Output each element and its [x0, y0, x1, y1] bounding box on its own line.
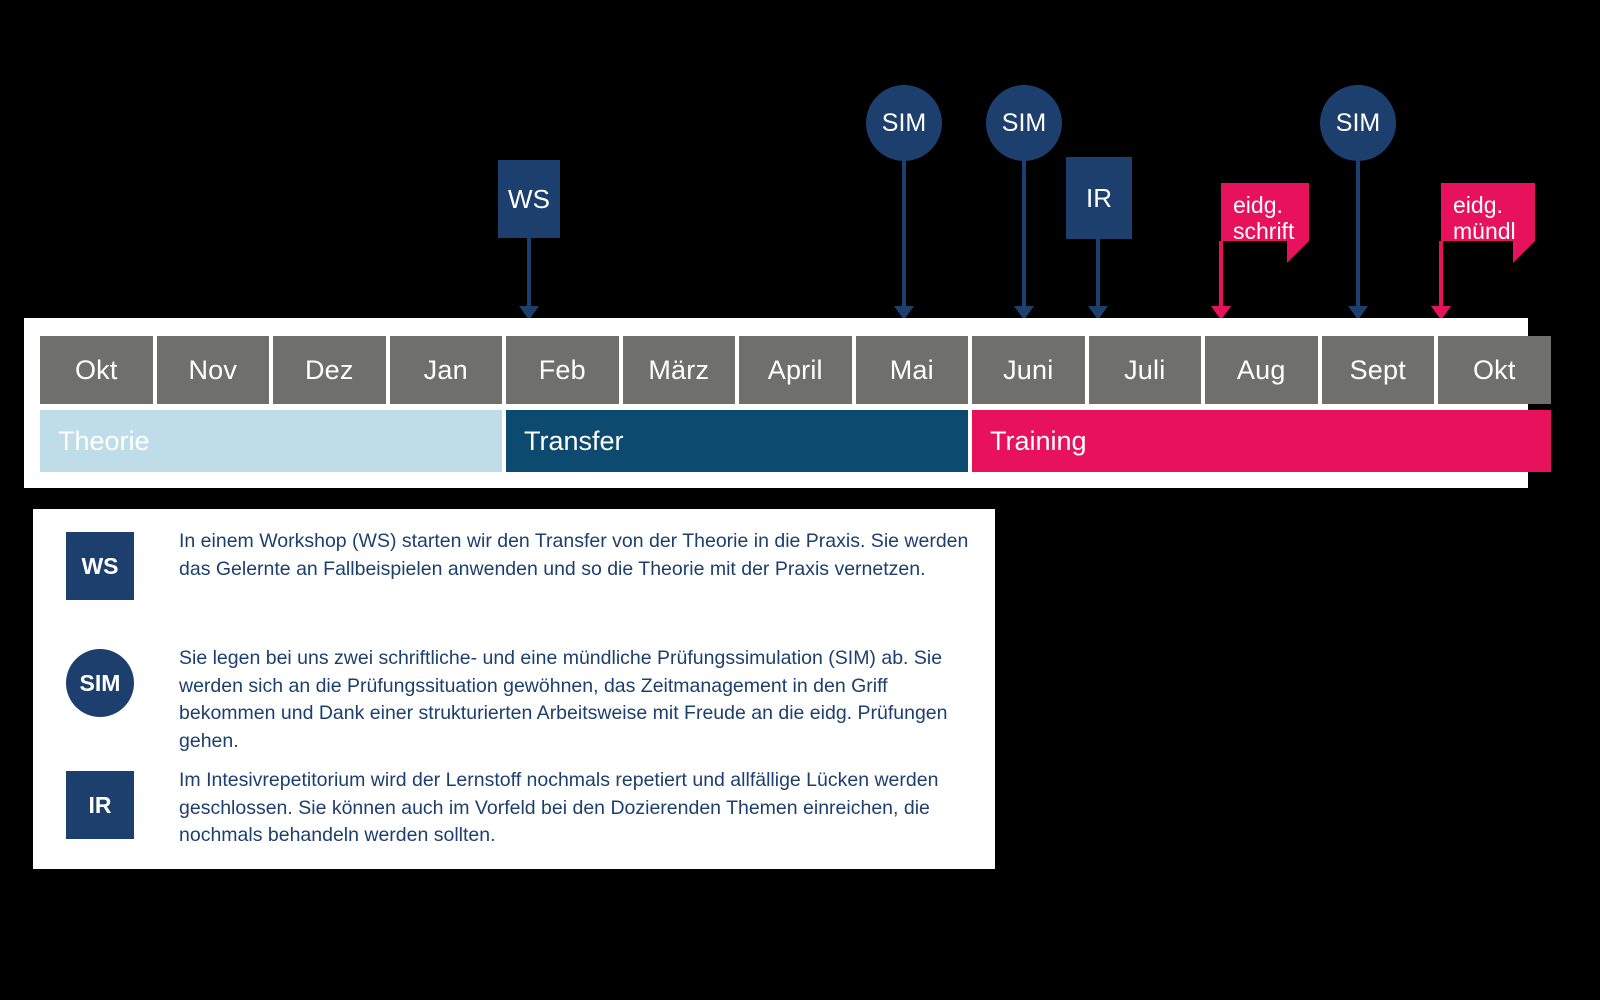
ws-stem — [527, 238, 531, 310]
months-row — [40, 336, 1551, 404]
month-cell-aug-10: Aug — [1205, 336, 1318, 404]
month-cell-sept-11: Sept — [1322, 336, 1435, 404]
sim-juni-stem — [1022, 158, 1026, 310]
sim-mai-stem — [902, 158, 906, 310]
legend-panel — [33, 509, 995, 869]
ir-badge-label: IR — [1086, 182, 1112, 213]
legend-icon-ws: WS — [66, 532, 134, 600]
month-cell-feb-4: Feb — [506, 336, 619, 404]
eidg-schrift-line1: eidg. — [1233, 192, 1283, 218]
sim-mai-badge — [866, 85, 942, 161]
month-cell-april-6: April — [739, 336, 852, 404]
month-cell-juli-9: Juli — [1089, 336, 1202, 404]
legend-icon-ir: IR — [66, 771, 134, 839]
legend-icon-sim: SIM — [66, 649, 134, 717]
legend-text-sim: Sie legen bei uns zwei schriftliche- und eine mündliche Prüfungssimulation (SIM) ab. Sie werden sich an die Prüfungssituation gewöhnen, das Zeitmanagement in den Griff bekommen und Dank einer strukturierten Arbeitsweise mit Freude an die eidg. Prüfungen gehen. — [179, 647, 948, 753]
month-cell-nov-1: Nov — [157, 336, 270, 404]
sim-sept-stem — [1356, 158, 1360, 310]
sim-sept-badge-label: SIM — [1335, 108, 1381, 137]
phase-transfer: Transfer — [506, 410, 968, 472]
ir-badge — [1066, 157, 1132, 239]
eidg-muendl-line2: mündl — [1453, 217, 1516, 244]
legend-text-ws: In einem Workshop (WS) starten wir den Transfer von der Theorie in die Praxis. Sie werden das Gelernte an Fallbeispielen anwenden und so die Theorie mit der Praxis vernetzen. — [179, 530, 969, 580]
phase-theorie: Theorie — [40, 410, 502, 472]
eidg-muendl-flag — [1441, 183, 1535, 244]
phases-row — [40, 410, 1555, 472]
month-cell-mai-7: Mai — [856, 336, 969, 404]
month-cell-jan-3: Jan — [390, 336, 503, 404]
sim-juni-badge-label: SIM — [1001, 108, 1047, 137]
month-cell-okt-0: Okt — [40, 336, 153, 404]
eidg-muendl-stem — [1439, 241, 1443, 310]
eidg-muendl-line1: eidg. — [1453, 192, 1503, 218]
ws-badge-label: WS — [508, 183, 550, 214]
eidg-schrift-flag-tail — [1287, 241, 1309, 263]
phase-training: Training — [972, 410, 1551, 472]
sim-mai-badge-label: SIM — [881, 108, 927, 137]
ir-stem — [1096, 239, 1100, 310]
month-cell-okt-12: Okt — [1438, 336, 1551, 404]
sim-sept-badge — [1320, 85, 1396, 161]
month-cell-märz-5: März — [623, 336, 736, 404]
timeline-panel — [24, 318, 1528, 488]
eidg-schrift-stem — [1219, 241, 1223, 310]
month-cell-dez-2: Dez — [273, 336, 386, 404]
eidg-muendl-flag-tail — [1513, 241, 1535, 263]
sim-juni-badge — [986, 85, 1062, 161]
month-cell-juni-8: Juni — [972, 336, 1085, 404]
eidg-schrift-flag — [1221, 183, 1309, 244]
legend-text-ir: Im Intesivrepetitorium wird der Lernstoff nochmals repetiert und allfällige Lücken werden geschlossen. Sie können auch im Vorfeld bei den Dozierenden Themen einreichen, die nochmals behandeln werden sollten. — [179, 769, 939, 847]
eidg-schrift-line2: schrift — [1233, 217, 1295, 244]
ws-badge — [498, 160, 560, 238]
